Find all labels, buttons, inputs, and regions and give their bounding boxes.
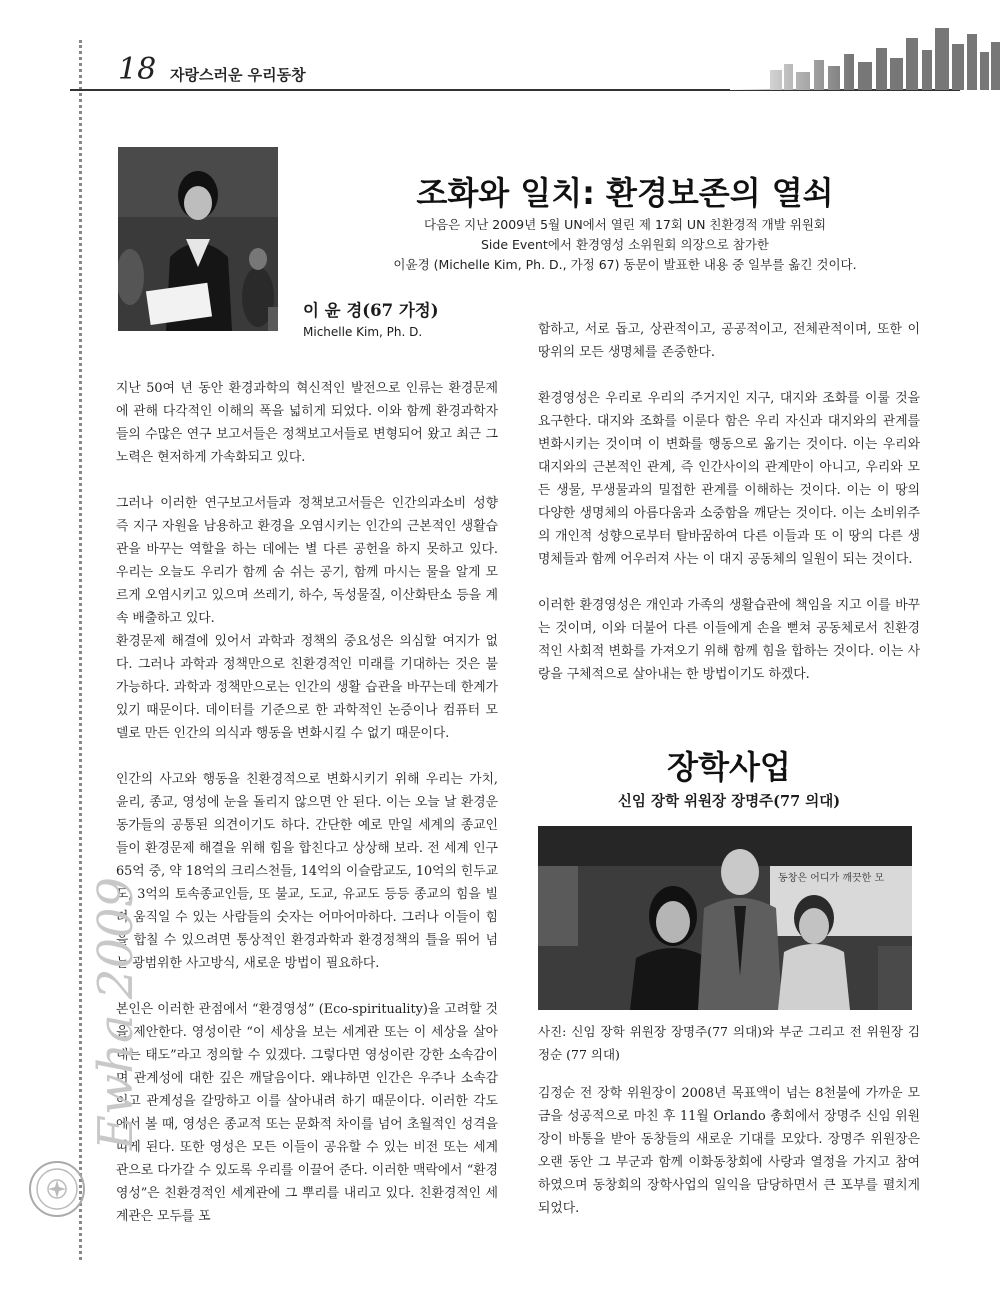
article-title: 조화와 일치: 환경보존의 열쇠	[416, 174, 834, 212]
school-seal-icon	[28, 1160, 86, 1218]
photo-banner-text: 동창은 어디가 깨끗한 모	[778, 873, 885, 884]
article-paragraph: 지난 50여 년 동안 환경과학의 혁신적인 발전으로 인류는 환경문제에 관해 다각적인 이해의 폭을 넓히게 되었다. 이와 함께 환경과학자들의 수많은 연구 보고서들은 정책보고서들로 변형되어 왔고 최근 그 노력은 현저하게 가속화되고 있다.	[116, 381, 498, 465]
scholarship-title: 장학사업	[667, 748, 791, 786]
article-paragraph: 그러나 이러한 연구보고서들과 정책보고서들은 인간의과소비 성향 즉 지구 자원을 남용하고 환경을 오염시키는 인간의 근본적인 생활습관을 바꾸는 역할을 하는 데에는 별 다른 공헌을 하지 못하고 있다. 우리는 오늘도 우리가 함께 숨 쉬는 공기, 함께 마시는 물을 알게 모르게 오염시키고 있으며 쓰레기, 하수, 독성물질, 이산화탄소 등을 계속 배출하고 있다.	[116, 496, 498, 626]
scholarship-paragraph: 김정순 전 장학 위원장이 2008년 목표액이 넘는 8천불에 가까운 모금을 성공적으로 마친 후 11월 Orlando 총회에서 장명주 신임 위원장이 바통을 받아 동창들의 새로운 기대를 모았다. 장명주 위원장은 오랜 동안 그 부군과 함께 이화동창회에 사랑과 열정을 가지고 참여하였으며 동창회의 장학사업의 일익을 담당하면서 큰 포부를 펼치게 되었다.	[538, 1086, 920, 1216]
article-paragraph: 환경문제 해결에 있어서 과학과 정책의 중요성은 의심할 여지가 없다. 그러나 과학과 정책만으로 친환경적인 미래를 기대하는 것은 불가능하다. 과학과 정책만으로는 인간의 생활 습관을 바꾸는데 한계가 있기 때문이다. 데이터를 기준으로 한 과학적인 논증이나 컴퓨터 모델로 만든 인간의 의식과 행동을 변화시킬 수 없기 때문이다.	[116, 634, 498, 741]
intro-line: Side Event에서 환경영성 소위원회 의장으로 참가한	[481, 237, 769, 252]
author-name: 이 윤 경(67 가정)	[303, 301, 439, 320]
article-left-column	[116, 377, 498, 1251]
author-photo	[118, 147, 278, 331]
scholarship-body-column	[538, 1082, 920, 1243]
article-paragraph: 함하고, 서로 돕고, 상관적이고, 공공적이고, 전체관적이며, 또한 이 땅위의 모든 생명체를 존중한다.	[538, 322, 920, 360]
article-paragraph: 환경영성은 우리로 우리의 주거지인 지구, 대지와 조화를 이룰 것을 요구한다. 대지와 조화를 이룬다 함은 우리 자신과 대지와의 관계를 변화시키는 것이며 이 변화를 행동으로 옮기는 것이다. 이는 우리와 대지와의 근본적인 관계, 즉 인간사이의 관계만이 아니고, 우리와 모든 생물, 무생물과의 밀접한 관계를 이해하는 것이다. 이는 이 땅의 다양한 생명체의 아름다움과 소중함을 깨닫는 것이다. 이는 소비위주의 개인적 성향으로부터 탈바꿈하여 다른 이들과 또 이 땅의 다른 생명체들과 함께 어우러져 사는 이 대지 공동체의 일원이 되는 것이다.	[538, 391, 920, 567]
intro-line: 이윤경 (Michelle Kim, Ph. D., 가정 67) 동문이 발표한 내용 중 일부를 옮긴 것이다.	[393, 257, 857, 272]
author-english-name: Michelle Kim, Ph. D.	[303, 325, 423, 339]
vertical-title: Ewha 2009	[88, 876, 144, 1150]
photo-caption: 사진: 신임 장학 위원장 장명주(77 의대)와 부군 그리고 전 위원장 김정순 (77 의대)	[538, 1024, 920, 1062]
article-right-column	[538, 318, 920, 709]
city-skyline-graphic	[730, 20, 1000, 90]
scholarship-subtitle: 신임 장학 위원장 장명주(77 의대)	[617, 793, 841, 810]
intro-line: 다음은 지난 2009년 5월 UN에서 열린 제 17회 UN 친환경적 개발 위원회	[423, 217, 827, 232]
article-intro	[330, 215, 920, 275]
article-paragraph: 이러한 환경영성은 개인과 가족의 생활습관에 책임을 지고 이를 바꾸는 것이며, 이와 더불어 다른 이들에게 손을 뻗쳐 공동체로서 친환경적인 사회적 변화를 가져오기 위해 함께 힘을 합하는 것이다. 이는 사랑을 구체적으로 살아내는 한 방법이기도 하겠다.	[538, 598, 920, 682]
section-title: 자랑스러운 우리동창	[170, 66, 306, 84]
dotted-margin-line	[79, 40, 82, 1260]
page-number: 18	[118, 52, 157, 87]
article-paragraph: 본인은 이러한 관점에서 “환경영성” (Eco-spirituality)을 고려할 것을 제안한다. 영성이란 “이 세상을 보는 세계관 또는 이 세상을 살아내는 태도”라고 정의할 수 있겠다. 그렇다면 영성이란 강한 소속감이며 관계성에 대한 깊은 깨달음이다. 왜냐하면 인간은 우주나 소속감이고 관계성을 갈망하고 이를 살아내려 하기 때문이다. 이러한 각도에서 볼 때, 영성은 종교적 또는 문화적 차이를 넘어 초월적인 성격을 띠게 된다. 또한 영성은 모든 이들이 공유할 수 있는 비전 또는 세계관으로 다가갈 수 있도록 우리를 이끌어 준다. 이러한 맥락에서 “환경영성”은 친환경적인 세계관에 그 뿌리를 내리고 있다. 친환경적인 세계관은 모두를 포	[116, 1002, 498, 1224]
article-paragraph: 인간의 사고와 행동을 친환경적으로 변화시키기 위해 우리는 가치, 윤리, 종교, 영성에 눈을 돌리지 않으면 안 된다. 이는 오늘 날 환경운동가들의 공통된 의견이기도 하다. 간단한 예로 만일 세계의 종교인들이 환경문제 해결을 위해 힘을 합친다고 상상해 보라. 전 세계 인구 65억 중, 약 18억의 크리스천들, 14억의 이슬람교도, 10억의 힌두교도, 3억의 토속종교인들, 또 불교, 도교, 유교도 등등 종교의 힘을 빌려 움직일 수 있는 사람들의 숫자는 어마어마하다. 그러나 이들이 힘을 합칠 수 있으려면 통상적인 환경과학과 환경정책의 틀을 뛰어 넘는 광범위한 사고방식, 새로운 방법이 필요하다.	[116, 772, 498, 971]
scholarship-photo	[538, 826, 912, 1010]
